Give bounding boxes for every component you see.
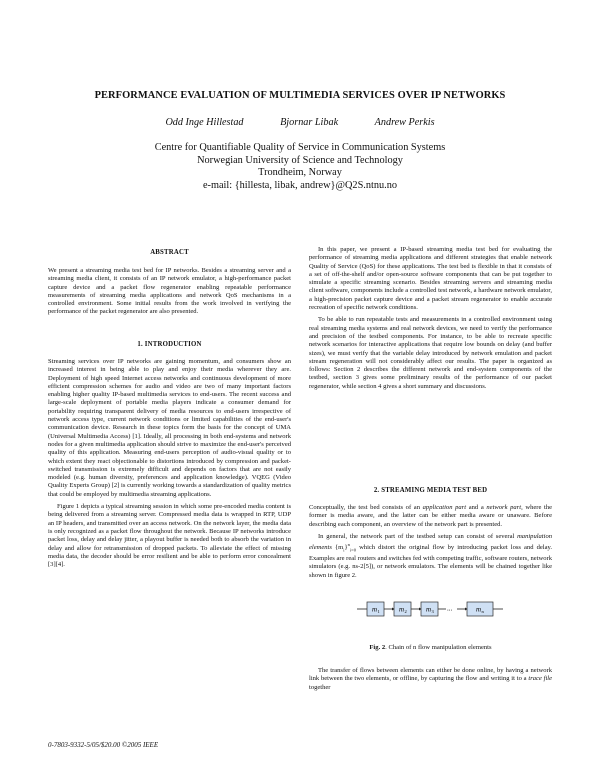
svg-text:2: 2 — [404, 609, 407, 614]
section2-paragraph: In general, the network part of the testbed setup can consist of several manipulation elements $\{m_i\}^n_{i=0}$ which distort the original flow by introducing packet loss and delay. Examples are real routers and switches fed with competing traffic, software routers, network simulators (e.g. ns-2[5]), or network emulators. The elements will be chained together like shown in figure 2. — [309, 532, 552, 579]
email-line: e-mail: {hillesta, libak, andrew}@Q2S.ntnu.no — [202, 179, 398, 191]
svg-text:m: m — [399, 605, 405, 614]
manip-element-box — [367, 602, 384, 616]
intro-paragraph: Streaming services over IP networks are gaining momentum, and consumers show an increased interest in being able to play and enjoy their media wherever they are. Deployment of high speed Internet access networks and continuous development of more efficient compression schemes for audio and video are two of many important factors enabling higher quality IP-based multimedia services to end-users. The recent success and large-scale deployment of portable media players indicate a consumer demand for portability requiring transparent delivery of media resources to end-users irrespective of network access type, current network conditions or limited capabilities of the end-user's communication device. Research in these topics form the basis for the concept of UMA (Universal Multimedia Access) [1]. Ideally, all processing in both end-systems and network nodes for a given multimedia application should strive to maximize the end-user's perceived quality of this application. Measuring end-users perception of audio-visual quality or to which extent they react objectionable to distortions introduced by compression and packet-switched transmission is extremely difficult and depends on factors that are not easily modeled (e.g. human diversity, preferences and application knowledge). VQEG (Video Quality Experts Group) [2] is currently working towards a standardization of quality metrics that could be employed by multimedia streaming applications. — [48, 358, 291, 498]
section2-paragraph: The transfer of flows between elements can either be done online, by having a network link between the two elements, or offline, by capturing the flow and writing it to a trace file together — [309, 667, 552, 691]
paper-title: PERFORMANCE EVALUATION OF MULTIMEDIA SERVICES OVER IP NETWORKS — [94, 90, 506, 101]
affiliation — [0, 142, 600, 192]
intro-paragraph: To be able to run repeatable tests and measurements in a controlled environment using real streaming media systems and real network devices, we need to verify the performance and precision of the testbed components. For instance, to be able to recreate specific network scenarios for interactive applications that require low bounds on delay (and buffer sizes), we must verify that the variable delay introduced by network emulation and packet stream regeneration will not considerably affect our results. The paper is organized as follows: Section 2 describes the different network and end-system components of the testbed, section 3 gives some preliminary results of the performance of our packet regenerator, while section 4 gives a short summary and discussions. — [309, 316, 552, 390]
svg-text:3: 3 — [431, 609, 434, 614]
intro-paragraph: In this paper, we present a IP-based streaming media test bed for evaluating the performance of streaming media applications and different strategies that enable network Quality of Service (QoS) for these applications. The test bed is flexible in that it consists of a set of off-the-shelf and/or open-source software components that can be put together to simulate a specific streaming scenario. Besides streaming servers and streaming media client software, components include a controlled test network, a hardware network emulator, a high-precision packet capture device and a packet stream regenerator to enable accurate recreation of specific network conditions. — [309, 246, 552, 312]
section2-text-continued — [309, 667, 552, 692]
svg-text:n: n — [481, 609, 484, 614]
affiliation-line: Norwegian University of Science and Technology — [197, 154, 403, 166]
author-name: Bjornar Libak — [280, 117, 339, 128]
ellipsis: ... — [447, 604, 453, 613]
figure-2-chain-diagram — [355, 590, 505, 628]
author-name: Andrew Perkis — [374, 117, 435, 128]
affiliation-line: Centre for Quantifiable Quality of Service in Communication Systems — [154, 142, 446, 153]
svg-text:m: m — [372, 605, 378, 614]
svg-text:1: 1 — [377, 609, 380, 614]
introduction-text — [48, 358, 291, 569]
manip-element-box — [467, 602, 493, 616]
manip-element-box — [394, 602, 411, 616]
svg-text:m: m — [426, 605, 432, 614]
manip-element-box — [421, 602, 438, 616]
introduction-heading: 1. INTRODUCTION — [137, 341, 202, 348]
figure-2-caption: Fig. 2. Chain of n flow manipulation elements — [369, 644, 492, 651]
section2-text — [309, 504, 552, 580]
intro-continued — [309, 246, 552, 391]
abstract-text — [48, 267, 291, 317]
affiliation-line: Trondheim, Norway — [258, 167, 342, 179]
author-name: Odd Inge Hillestad — [165, 117, 244, 128]
abstract-heading: ABSTRACT — [150, 249, 189, 256]
author-list — [0, 117, 600, 128]
svg-text:m: m — [476, 605, 482, 614]
section2-paragraph: Conceptually, the test bed consists of an application part and a network part, where the former is media aware, and the latter can be either media aware or unaware. Before describing each component, an overview of the network part is presented. — [309, 504, 553, 528]
section2-heading: 2. STREAMING MEDIA TEST BED — [373, 487, 488, 494]
copyright-footer: 0-7803-9332-5/05/$20.00 ©2005 IEEE — [48, 741, 159, 749]
abstract-paragraph: We present a streaming media test bed for IP networks. Besides a streaming server and a streaming media client, it consists of an IP network emulator, a high-performance packet capture device and a packet flow regenerator enabling repeatable performance measurements of streaming media applications and network QoS mechanisms in a controlled environment. Some initial results from the work involved in verifying the performance of the packet regenerator are also presented. — [48, 267, 291, 316]
intro-paragraph: Figure 1 depicts a typical streaming session in which some pre-encoded media content is being delivered from a streaming server. Compressed media data is wrapped in RTP, UDP an IP headers, and transmitted over an access network. On the network layer, the media data is only recognized as a packet flow throughout the network. Because IP networks introduce packet loss, delay and delay jitter, a playout buffer is needed both to absorb the variation in delay and allow for retransmission of dropped packets. To alleviate the effect of missing media data, the decoder should be error resilient and be able to perform error concealment [3][4]. — [48, 503, 291, 569]
